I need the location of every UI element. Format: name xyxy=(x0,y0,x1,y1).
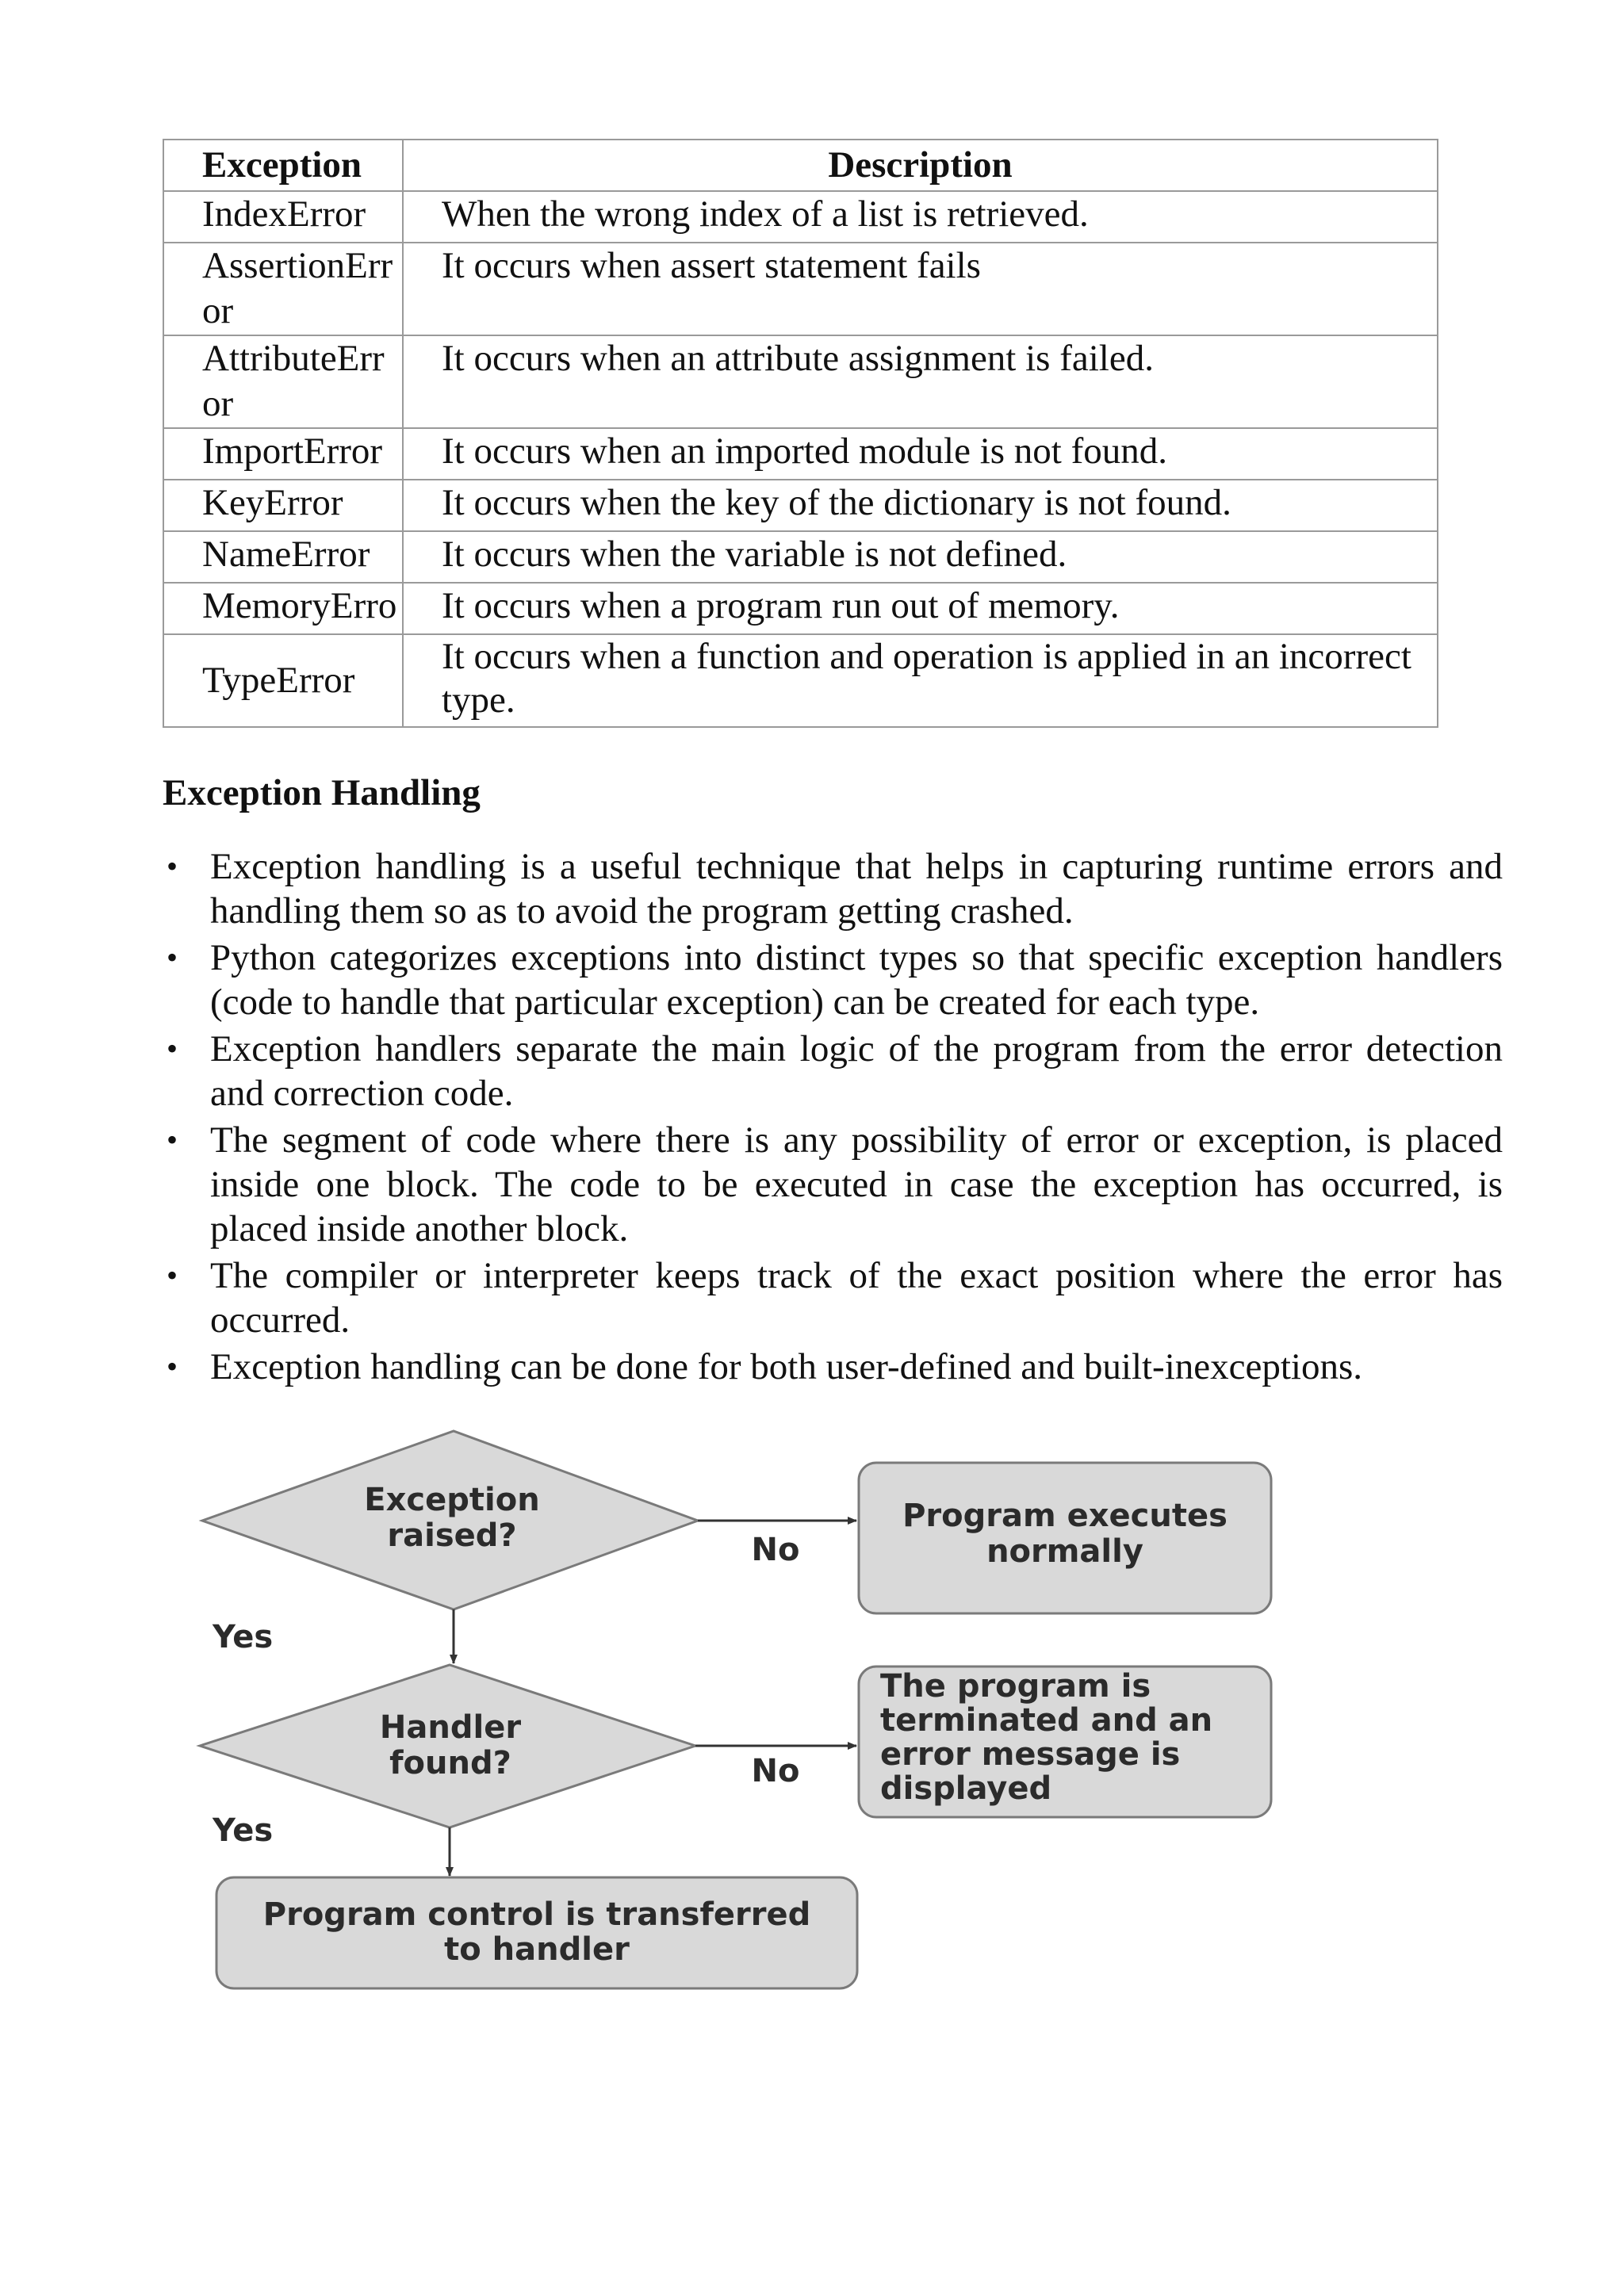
column-header-exception: Exception xyxy=(163,140,403,191)
box-handler-line2: to handler xyxy=(444,1931,630,1968)
bullet-text: Exception handling is a useful technique that helps in capturing runtime errors and handling them so as to avoid the program getting crashed. xyxy=(210,846,1503,932)
exception-name: AttributeError xyxy=(163,335,403,428)
label-no-1: No xyxy=(751,1532,800,1568)
box-terminated-line2: terminated and an xyxy=(880,1702,1213,1739)
label-yes-1: Yes xyxy=(213,1619,274,1655)
section-heading: Exception Handling xyxy=(163,772,481,813)
exception-name: TypeError xyxy=(163,634,403,727)
bullet-text: The segment of code where there is any possibility of error or exception, is placed inside one block. The code to be executed in case the exception has occurred, is placed inside another block. xyxy=(210,1119,1503,1249)
bullet-icon: • xyxy=(167,1257,178,1293)
bullet-text: Python categorizes exceptions into distinct types so that specific exception handlers (code to handle that particular exception) can be created for each type. xyxy=(210,937,1503,1023)
exception-description: It occurs when the key of the dictionary is not found. xyxy=(403,480,1438,531)
bullet-icon: • xyxy=(167,848,178,884)
box-terminated-line3: error message is xyxy=(880,1736,1181,1773)
exception-name: MemoryErro xyxy=(163,583,403,634)
decision2-line1: Handler xyxy=(379,1709,522,1746)
box-normal-line1: Program executes xyxy=(902,1498,1228,1534)
exception-name: KeyError xyxy=(163,480,403,531)
decision2-line2: found? xyxy=(389,1745,511,1781)
exception-name: AssertionError xyxy=(163,243,403,335)
exception-description: It occurs when an imported module is not found. xyxy=(403,428,1438,480)
bullet-icon: • xyxy=(167,939,178,975)
label-yes-2: Yes xyxy=(213,1812,274,1849)
box-terminated-line4: displayed xyxy=(880,1770,1052,1807)
exception-description: It occurs when a program run out of memory. xyxy=(403,583,1438,634)
exception-name: NameError xyxy=(163,531,403,583)
label-no-2: No xyxy=(751,1753,800,1789)
box-normal-line2: normally xyxy=(986,1533,1143,1570)
decision1-line1: Exception xyxy=(364,1482,540,1518)
exception-description: It occurs when the variable is not defined. xyxy=(403,531,1438,583)
box-handler-line1: Program control is transferred xyxy=(262,1896,811,1933)
bullet-text: The compiler or interpreter keeps track of the exact position where the error has occurred. xyxy=(210,1255,1503,1341)
decision1-line2: raised? xyxy=(387,1517,517,1554)
bullet-icon: • xyxy=(167,1349,178,1384)
bullet-text: Exception handlers separate the main logic of the program from the error detection and correction code. xyxy=(210,1028,1503,1114)
exception-description: It occurs when an attribute assignment is failed. xyxy=(403,335,1438,428)
box-terminated-line1: The program is xyxy=(880,1668,1151,1705)
bullet-icon: • xyxy=(167,1122,178,1158)
exception-name: ImportError xyxy=(163,428,403,480)
bullet-text: Exception handling can be done for both user-defined and built-inexceptions. xyxy=(210,1346,1363,1387)
exception-description: It occurs when a function and operation is applied in an incorrect type. xyxy=(403,634,1438,727)
exception-name: IndexError xyxy=(163,191,403,243)
exception-description: When the wrong index of a list is retrieved. xyxy=(403,191,1438,243)
exception-description: It occurs when assert statement fails xyxy=(403,243,1438,335)
column-header-description: Description xyxy=(403,140,1438,191)
bullet-icon: • xyxy=(167,1031,178,1066)
